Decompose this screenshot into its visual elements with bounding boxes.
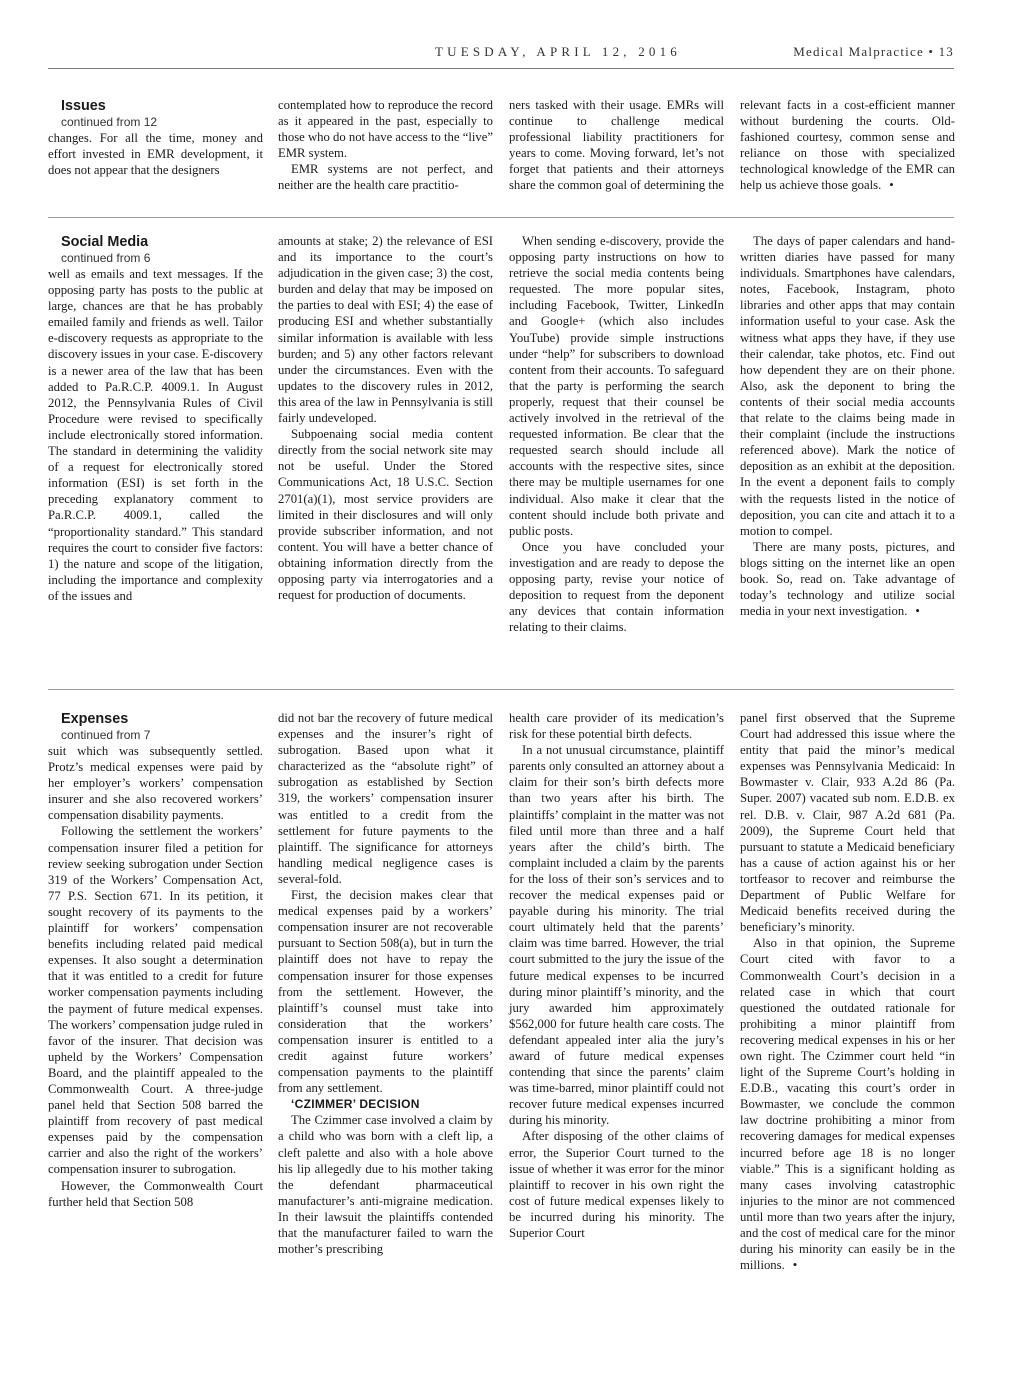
paragraph: did not bar the recovery of future medical expenses and the insurer’s right of subrogation. Based upon what it characterized as the “absolute right” of subrogation as established by Section 319, the workers’ compensation insurer was entitled to a credit from the settlement for future payments to the plaintiff. The significance for attorneys handling medical negligence cases is several-fold. [278,711,493,886]
end-mark: • [889,178,894,193]
article-title: Social Media [61,234,149,250]
continued-note: continued from 12 [61,115,158,129]
page-header [48,40,954,69]
paragraph: well as emails and text messages. If the opposing party has posts to the public at large, chances are that he has probably emailed family and friends as well. Tailor e-discovery requests as appropriate to the discovery issues in your case. E-discovery is a newer area of the law that has been added to Pa.R.C.P. 4009.1. In August 2012, the Pennsylvania Rules of Civil Procedure were revised to specifically include electronically stored information. The standard in determining the validity of a request for electronically stored information (ESI) is set forth in the preceding explanatory comment to Pa.R.C.P. 4009.1, called the “proportionality standard.” This standard requires the court to consider five factors: 1) the nature and scope of the litigation, including the importance and complexity of the issues and [48,267,263,603]
paragraph: contemplated how to reproduce the record as it appeared in the past, especially to those who do not have access to the “live” EMR system. [278,98,493,161]
paragraph: amounts at stake; 2) the relevance of ESI and its importance to the court’s adjudication in the given case; 3) the cost, burden and delay that may be imposed on the parties to deal with ESI; 4) the ease of producing ESI and whether substantially similar information is available with less burden; and 5) any other factors relevant under the circumstances. Even with the updates to the discovery rules in 2012, this area of the law in Pennsylvania is still fairly undeveloped. [278,234,493,426]
article-expenses [48,710,954,1320]
paragraph: changes. For all the time, money and effort invested in EMR development, it does not appear that the designers [48,131,263,178]
paragraph: Following the settlement the workers’ compensation insurer filed a petition for review seeking subrogation under Section 319 of the Workers’ Compensation Act, 77 P.S. Section 671. In its petition, it sought recovery of its payments to the plaintiff for workers’ compensation benefits including related paid medical expenses. It also sought a determination that it was entitled to a credit for future worker compensation payments including the payment of future medical expenses. The workers’ compensation judge ruled in favor of the insurer. That decision was upheld by the Workers’ Compensation Board, and the plaintiff appealed to the Commonwealth Court. A three-judge panel held that Section 508 barred the plaintiff from recovery of past medical expenses paid by the compensation carrier and also the right of the workers’ compensation insurer to subrogation. [48,824,263,1177]
paragraph: The days of paper calendars and hand-written diaries have passed for many individuals. Smartphones have calendars, notes, Facebook, Instagram, photo libraries and other apps that may contain information useful to your case. Ask the witness what apps they have, if they use their calendar, take photos, etc. Find out how dependent they are on their phone. Also, ask the deponent to bring the contents of their social media accounts that relate to the claims being made in their complaint (include the instructions referenced above). Mark the notice of deposition as an exhibit at the deposition. In the event a deponent fails to comply with the requests listed in the notice of deposition, you can cite and attach it to a motion to compel. [740,234,955,538]
article-title: Expenses [61,711,129,727]
issues-column-1 [48,97,263,178]
paragraph: In a not unusual circumstance, plaintiff parents only consulted an attorney about a claim for their son’s birth defects more than two years after his birth. The plaintiffs’ complaint in the matter was not filed until more than three and a half years after the child’s birth. The complaint included a claim by the parents for the loss of their son’s services and to recover the medical expenses paid or payable during his minority. The trial court ultimately held that the parents’ claim was time barred. However, the trial court submitted to the jury the issue of the future medical expenses to be incurred during minor plaintiff’s minority, and the jury awarded him approximately $562,000 for future health care costs. The defendant appealed inter alia the jury’s award of future medical expenses contending that since the parents’ claim was time-barred, minor plaintiff could not recover future medical expenses incurred during his minority. [509,743,724,1128]
expenses-column-2 [278,710,493,1257]
paragraph: First, the decision makes clear that medical expenses paid by a workers’ compensation insurer are not recoverable pursuant to Section 508(a), but in turn the plaintiff does not have to repay the compensation insurer for those expenses from the settlement. However, the plaintiff’s counsel must take into consideration that the workers’ compensation insurer is entitled to a credit against future workers’ compensation payments to the plaintiff from any settlement. [278,888,493,1096]
subheading: ‘CZIMMER’ DECISION [291,1097,420,1112]
section-page-label: Medical Malpractice • 13 [793,44,954,59]
paragraph: After disposing of the other claims of error, the Superior Court turned to the issue of whether it was error for the minor plaintiff to recover in his own right the cost of future medical expenses likely to be incurred during his minority. The Superior Court [509,1129,724,1240]
article-title: Issues [61,98,106,114]
paragraph: relevant facts in a cost-efficient manner without burdening the courts. Old-fashioned courtesy, common sense and reliance on those with specialized technological knowledge of the EMR can help us achieve those goals. [740,98,955,193]
social-media-column-4 [740,233,955,619]
paragraph: Subpoenaing social media content directly from the social network site may not be useful. Under the Stored Communications Act, 18 U.S.C. Section 2701(a)(1), most service providers are limited in their disclosures and will only provide subscriber information, and not content. You will have a better chance of obtaining information directly from the opposing party via interrogatories and a request for production of documents. [278,427,493,603]
section-divider [48,217,954,218]
paragraph: EMR systems are not perfect, and neither are the health care practitio- [278,162,493,193]
expenses-column-3 [509,710,724,1241]
issues-column-2 [278,97,493,194]
paragraph: health care provider of its medication’s risk for these potential birth defects. [509,711,724,742]
paragraph: suit which was subsequently settled. Protz’s medical expenses were paid by her employer’s workers’ compensation insurer and she also recovered workers’ compensation disability payments. [48,744,263,823]
issues-column-4 [740,97,955,194]
paragraph: When sending e-discovery, provide the opposing party instructions on how to retrieve the social media contents being requested. The more popular sites, including Facebook, Twitter, LinkedIn and Google+ (which also includes YouTube) provide simple instructions under “help” for subscribers to download content from their accounts. To safeguard that the party is performing the search properly, request that their counsel be actively involved in the retrieval of the requested information. Be clear that the requested search should include all accounts with the respective sites, since there may be multiple usernames for one individual. Also make it clear that the content should include both private and public posts. [509,234,724,538]
article-issues [48,97,954,207]
social-media-column-3 [509,233,724,635]
article-social-media [48,233,954,673]
expenses-column-1 [48,710,263,1210]
paragraph: Once you have concluded your investigation and are ready to depose the opposing party, revise your notice of deposition to request from the deponent any devices that contain information relating to their claims. [509,539,724,635]
end-mark: • [792,1258,798,1273]
expenses-column-4 [740,710,955,1273]
paragraph: Also in that opinion, the Supreme Court cited with favor to a Commonwealth Court’s decision in a related case in which that court questioned the outdated rationale for prohibiting a minor plaintiff from recovering medical expenses in his or her own right. The Czimmer court held “in light of the Supreme Court’s holding in E.D.B., vacating this court’s order in Bowmaster, we conclude the common law doctrine prohibiting a minor from recovering damages for medical expenses incurred before age 18 is no longer viable.” This is a significant holding as many cases involving catastrophic injuries to the minor are not commenced until more than two years after the injury, and the cost of medical care for the minor during his minority can easily be in the millions. [740,936,955,1273]
paragraph: There are many posts, pictures, and blogs sitting on the internet like an open book. So, read on. Take advantage of today’s technology and utilize social media in your next investigation. [740,539,955,619]
paragraph: The Czimmer case involved a claim by a child who was born with a cleft lip, a cleft palette and also with a hole above his lip allegedly due to his mother taking the defendant pharmaceutical manufacturer’s anti-migraine medication. In their lawsuit the plaintiffs contended that the manufacturer failed to warn the mother’s prescribing [278,1113,493,1257]
social-media-column-2 [278,233,493,603]
paragraph: ners tasked with their usage. EMRs will continue to challenge medical professional liability practitioners for years to come. Moving forward, let’s not forget that patients and their attorneys share the common goal of determining the [509,98,724,193]
issue-date: TUESDAY, APRIL 12, 2016 [435,44,682,59]
continued-note: continued from 7 [61,728,151,742]
continued-note: continued from 6 [61,251,151,265]
social-media-column-1 [48,233,263,604]
section-divider [48,689,954,690]
paragraph: However, the Commonwealth Court further held that Section 508 [48,1178,263,1209]
end-mark: • [915,604,920,619]
paragraph: panel first observed that the Supreme Court had addressed this issue where the entity that paid the minor’s medical expenses was Pennsylvania Medicaid: In Bowmaster v. Clair, 933 A.2d 86 (Pa. Super. 2007) vacated sub nom. E.D.B. ex rel. D.B. v. Clair, 987 A.2d 681 (Pa. 2009), the Supreme Court held that pursuant to statute a Medicaid beneficiary has a cause of action against his or her tortfeasor to recover and reimburse the Department of Public Welfare for Medicaid benefits received during the beneficiary’s minority. [740,711,955,935]
issues-column-3 [509,97,724,194]
